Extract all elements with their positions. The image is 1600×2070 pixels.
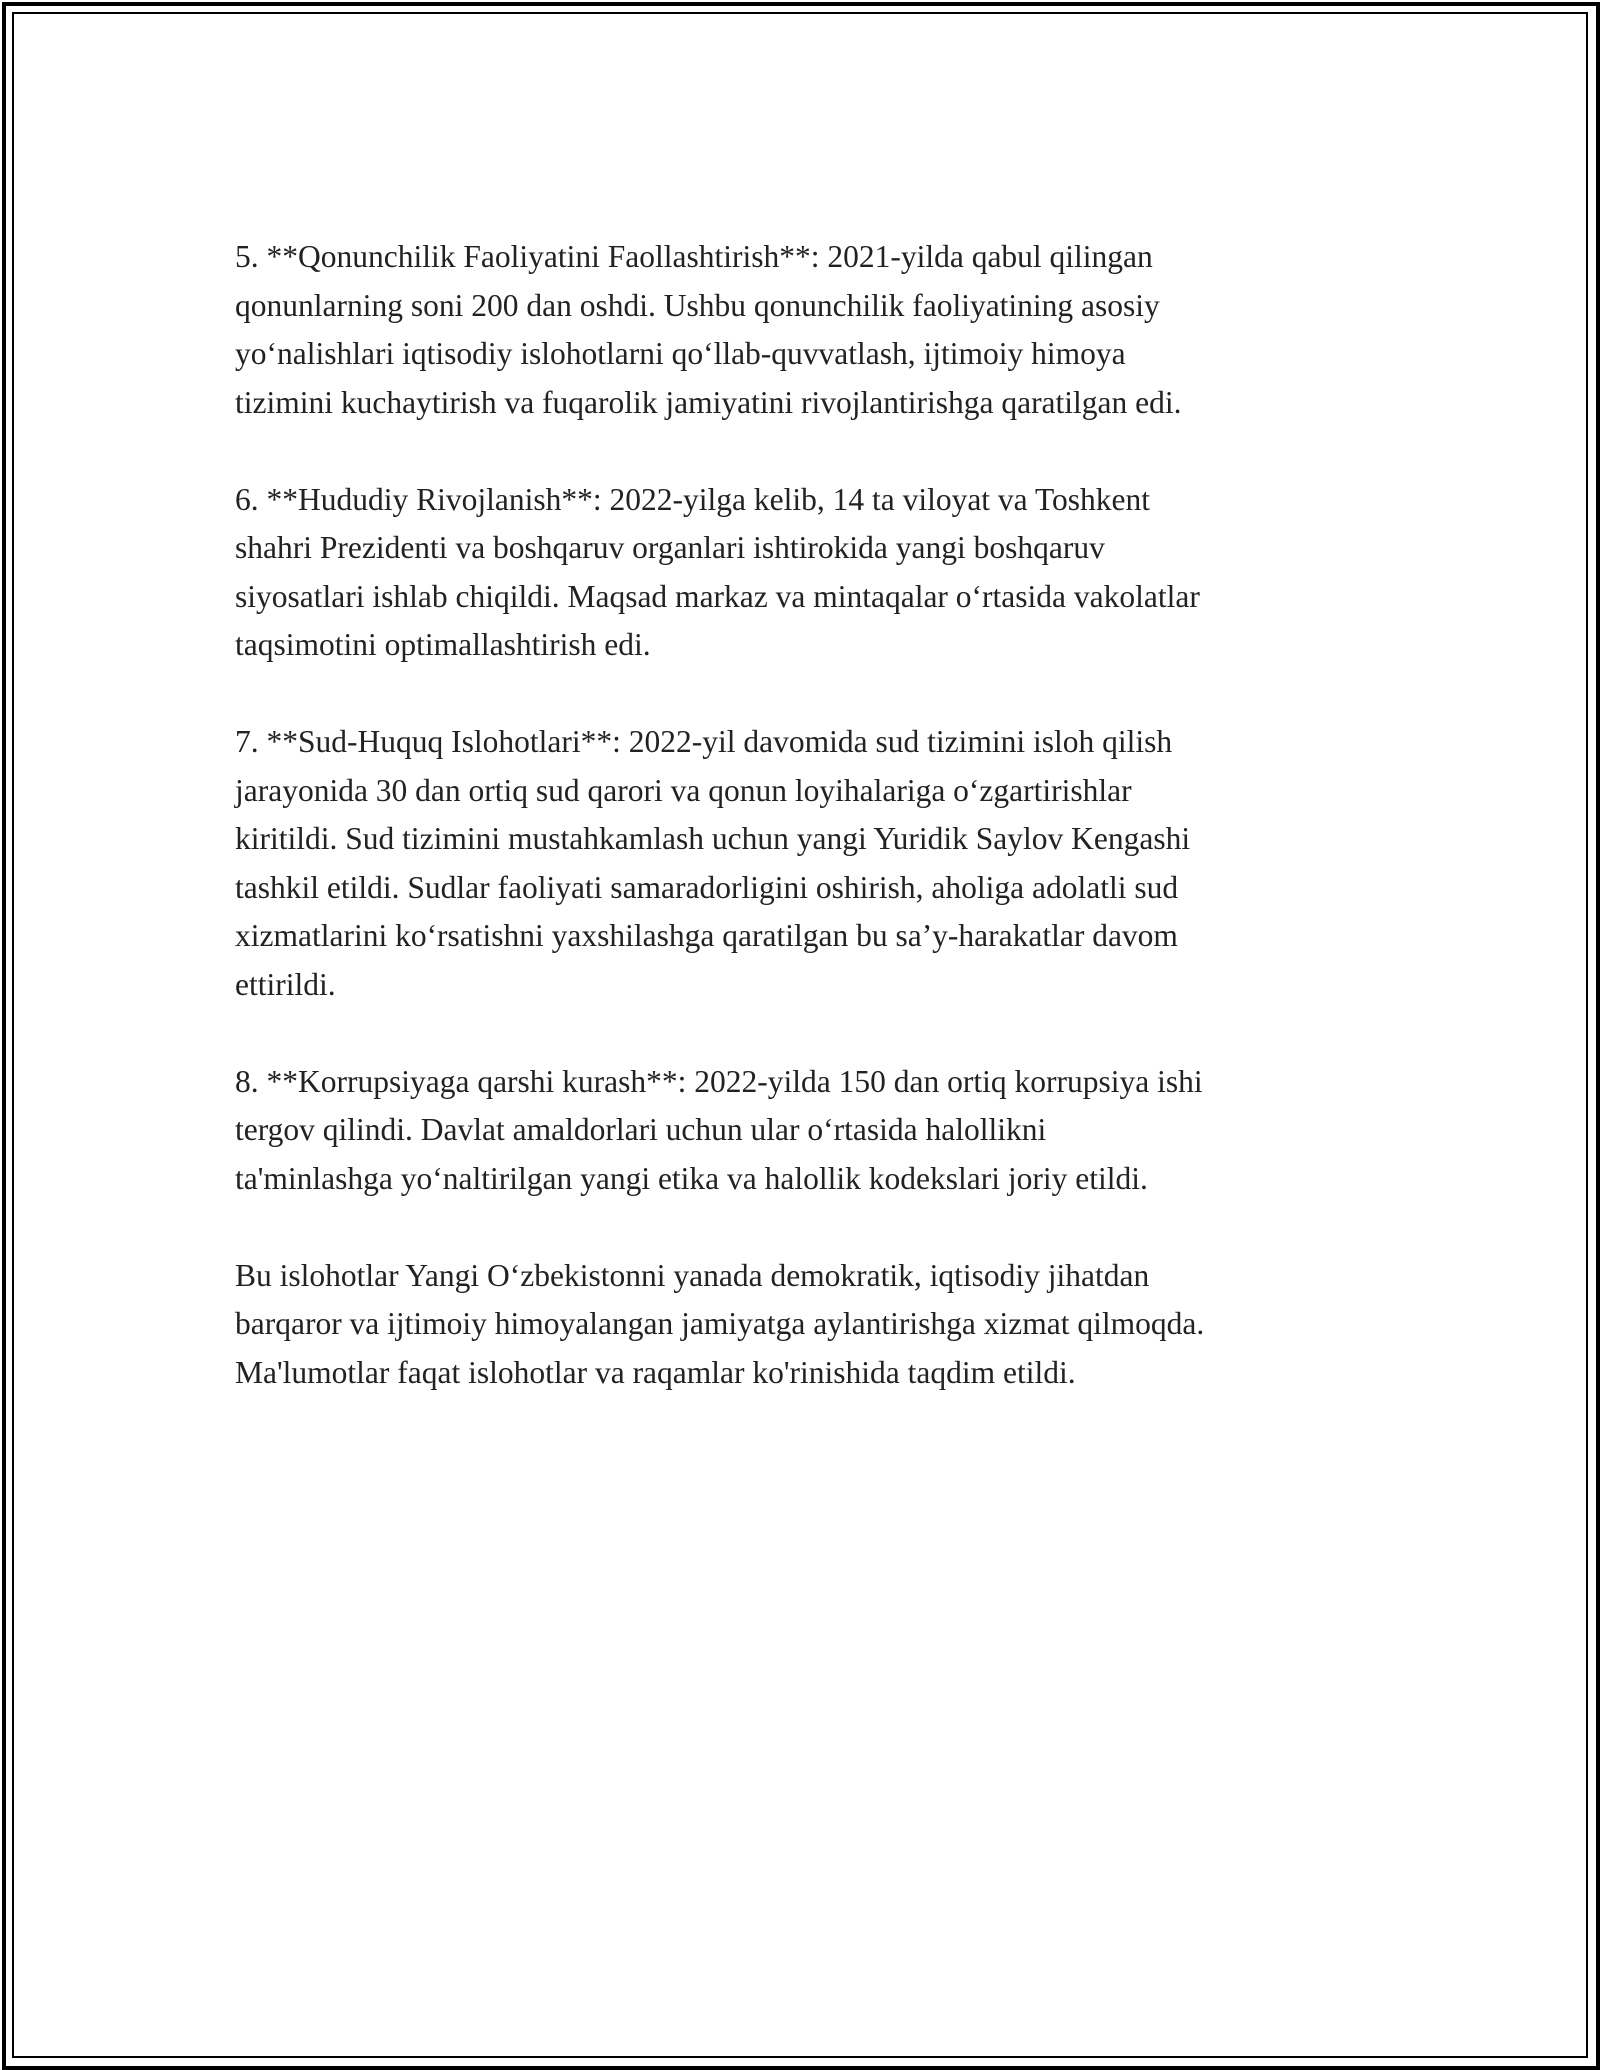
text-line: tizimini kuchaytirish va fuqarolik jamiyatini rivojlantirishga qaratilgan edi.: [235, 384, 1182, 420]
text-line: kiritildi. Sud tizimini mustahkamlash uchun yangi Yuridik Saylov Kengashi: [235, 821, 1191, 856]
text-line: ta'minlashga yo‘naltirilgan yangi etika va halollik kodekslari joriy etildi.: [235, 1160, 1148, 1196]
text-line: siyosatlari ishlab chiqildi. Maqsad markaz va mintaqalar o‘rtasida vakolatlar: [235, 578, 1200, 614]
text-line: 8. **Korrupsiyaga qarshi kurash**: 2022-yilda 150 dan ortiq korrupsiya ishi: [235, 1063, 1203, 1099]
paragraph-item-8-anti-corruption: [235, 1058, 1385, 1204]
text-line: taqsimotini optimallashtirish edi.: [235, 627, 651, 662]
paragraph-item-6-regional-development: [235, 476, 1385, 670]
text-line: Bu islohotlar Yangi O‘zbekistonni yanada demokratik, iqtisodiy jihatdan: [235, 1257, 1150, 1293]
text-line: 6. **Hududiy Rivojlanish**: 2022-yilga kelib, 14 ta viloyat va Toshkent: [235, 481, 1151, 517]
text-line: shahri Prezidenti va boshqaruv organlari ishtirokida yangi boshqaruv: [235, 530, 1105, 565]
text-line: ettirildi.: [235, 966, 336, 1002]
text-line: 7. **Sud-Huquq Islohotlari**: 2022-yil davomida sud tizimini isloh qilish: [235, 724, 1173, 759]
text-line: Ma'lumotlar faqat islohotlar va raqamlar ko'rinishida taqdim etildi.: [235, 1354, 1076, 1390]
text-line: tergov qilindi. Davlat amaldorlari uchun ular o‘rtasida halollikni: [235, 1112, 1047, 1147]
paragraph-conclusion: [235, 1252, 1385, 1398]
paragraph-item-7-judicial-reforms: [235, 718, 1385, 1009]
document-body: [235, 233, 1385, 1446]
text-line: barqaror va ijtimoiy himoyalangan jamiyatga aylantirishga xizmat qilmoqda.: [235, 1306, 1205, 1341]
text-line: tashkil etildi. Sudlar faoliyati samaradorligini oshirish, aholiga adolatli sud: [235, 869, 1179, 905]
text-line: xizmatlarini ko‘rsatishni yaxshilashga qaratilgan bu sa’y-harakatlar davom: [235, 918, 1178, 953]
text-line: 5. **Qonunchilik Faoliyatini Faollashtirish**: 2021-yilda qabul qilingan: [235, 239, 1153, 274]
text-line: jarayonida 30 dan ortiq sud qarori va qonun loyihalariga o‘zgartirishlar: [235, 772, 1132, 808]
text-line: yo‘nalishlari iqtisodiy islohotlarni qo‘llab-quvvatlash, ijtimoiy himoya: [235, 336, 1126, 371]
paragraph-item-5-legislation: [235, 233, 1385, 427]
text-line: qonunlarning soni 200 dan oshdi. Ushbu qonunchilik faoliyatining asosiy: [235, 287, 1160, 323]
